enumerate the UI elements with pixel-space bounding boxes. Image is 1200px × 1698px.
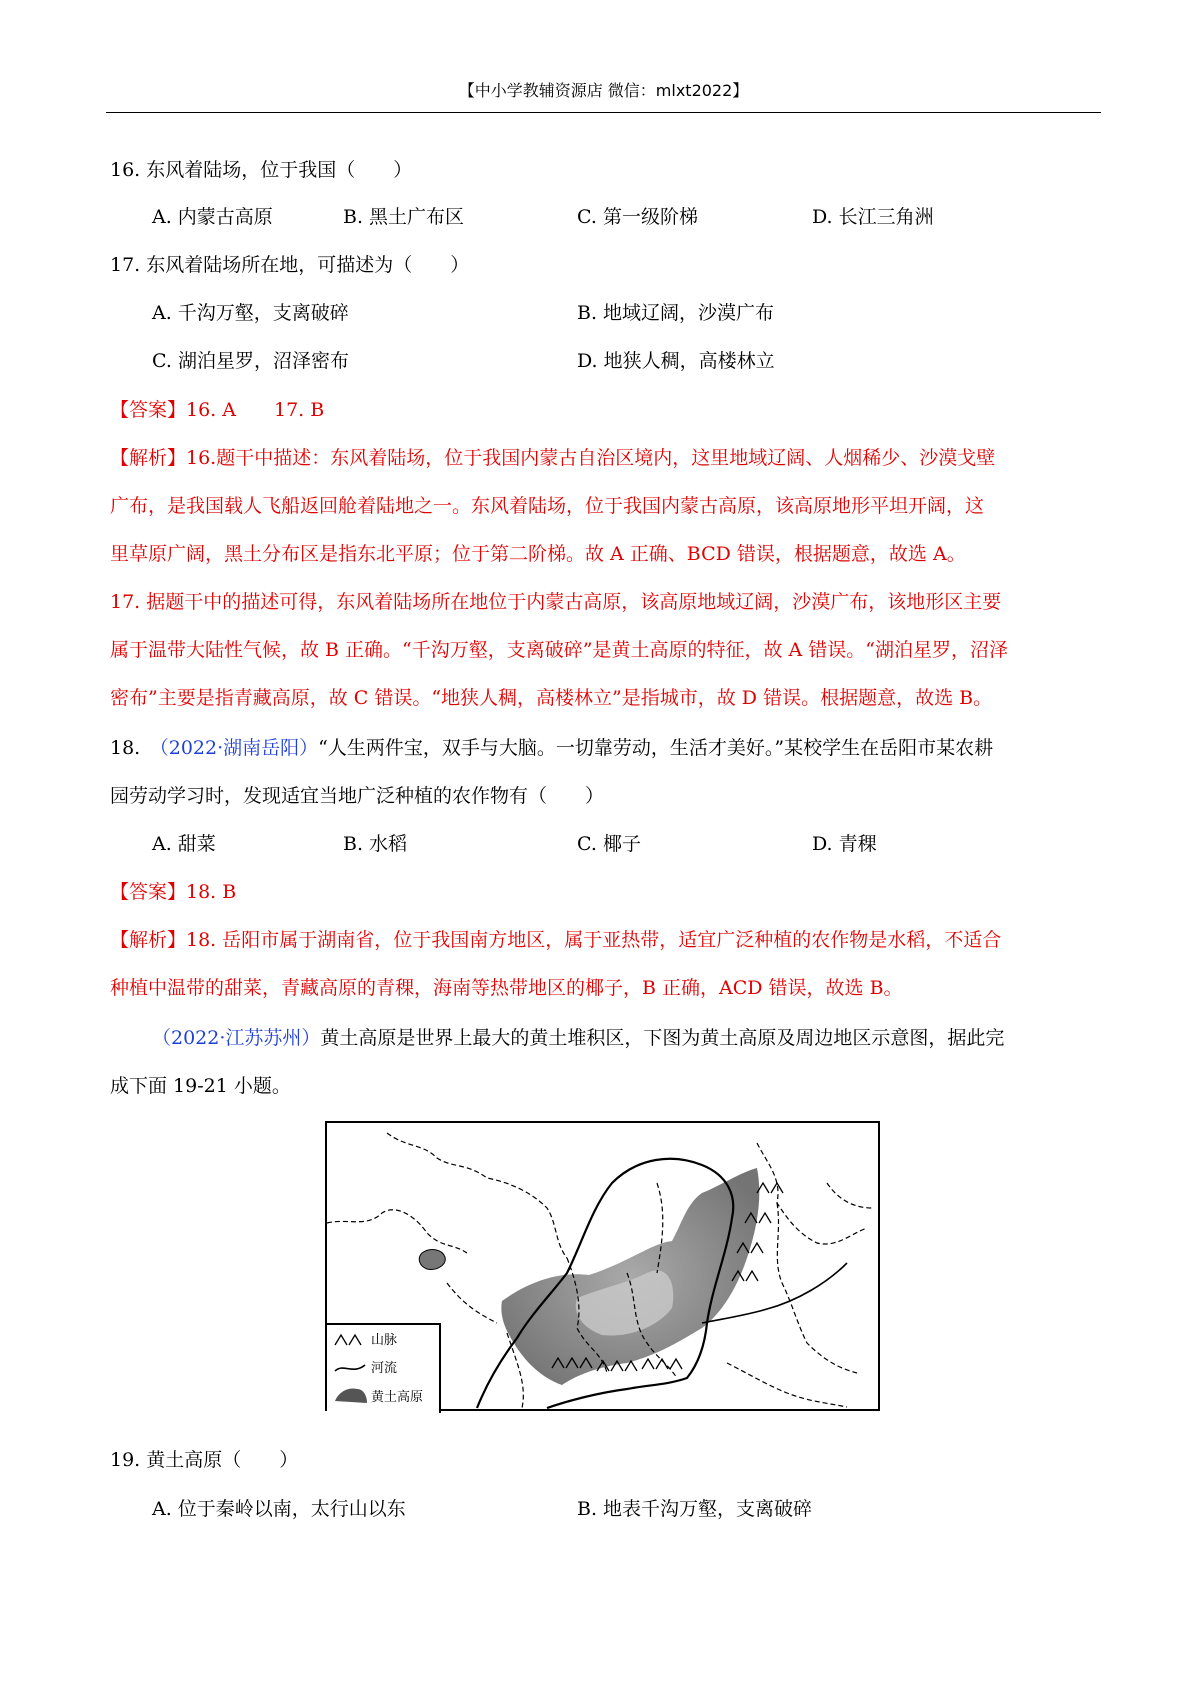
explanation-16-line2: 广布，是我国载人飞船返回舱着陆地之一。东风着陆场，位于我国内蒙古高原，该高原地形平坦开阔，这 <box>110 495 985 517</box>
legend-mountain-label: 山脉 <box>371 1333 398 1348</box>
page-header: 【中小学教辅资源店 微信：mlxt2022】 <box>458 81 749 100</box>
q16-option-b: B. 黑土广布区 <box>343 206 465 228</box>
map-legend <box>327 1323 441 1413</box>
q18-option-a: A. 甜菜 <box>152 833 216 855</box>
explanation-18-line2: 种植中温带的甜菜，青藏高原的青稞，海南等热带地区的椰子，B 正确，ACD 错误，故选 B。 <box>110 977 903 999</box>
answer-18: 【答案】18. B <box>110 881 237 903</box>
explanation-16-line3: 里草原广阔，黑土分布区是指东北平原；位于第二阶梯。故 A 正确、BCD 错误，根据题意，故选 A。 <box>110 543 966 565</box>
q19-stem: 19. 黄土高原（ ） <box>110 1449 299 1471</box>
q18-option-b: B. 水稻 <box>343 833 408 855</box>
explanation-17-line1: 17. 据题干中的描述可得，东风着陆场所在地位于内蒙古高原，该高原地域辽阔，沙漠广布，该地形区主要 <box>110 591 1002 613</box>
q18-number: 18. <box>110 737 141 759</box>
loess-plateau-area <box>501 1168 759 1385</box>
loess-plateau-map <box>325 1121 880 1411</box>
q18-source: （2022·湖南岳阳） <box>159 737 319 759</box>
lake <box>419 1250 445 1270</box>
q18-option-c: C. 椰子 <box>577 833 641 855</box>
q16-option-d: D. 长江三角洲 <box>812 206 934 228</box>
q18-line1 <box>110 735 993 761</box>
explanation-16-line1: 【解析】16.题干中描述：东风着陆场，位于我国内蒙古自治区境内，这里地域辽阔、人烟稀少、沙漠戈壁 <box>110 447 996 469</box>
legend-river-icon <box>335 1365 365 1371</box>
legend-mountain-icon <box>335 1335 361 1345</box>
q19-option-b: B. 地表千沟万壑，支离破碎 <box>577 1498 813 1520</box>
q18-option-d: D. 青稞 <box>812 833 877 855</box>
q18-stem-line1: “人生两件宝，双手与大脑。一切靠劳动，生活才美好。”某校学生在岳阳市某农耕 <box>318 737 994 759</box>
explanation-17-line2: 属于温带大陆性气候，故 B 正确。“千沟万壑，支离破碎”是黄土高原的特征，故 A 错误。“湖泊星罗，沼泽 <box>110 639 1008 661</box>
explanation-18-line1: 【解析】18. 岳阳市属于湖南省，位于我国南方地区，属于亚热带，适宜广泛种植的农作物是水稻，不适合 <box>110 929 1002 951</box>
q16-option-c: C. 第一级阶梯 <box>577 206 698 228</box>
header-divider <box>106 112 1101 113</box>
explanation-17-line3: 密布”主要是指青藏高原，故 C 错误。“地狭人稠，高楼林立”是指城市，故 D 错误。根据题意，故选 B。 <box>110 687 993 709</box>
intro-19-text: 黄土高原是世界上最大的黄土堆积区，下图为黄土高原及周边地区示意图，据此完 <box>320 1027 1005 1049</box>
intro-19-source: （2022·江苏苏州） <box>152 1027 321 1049</box>
q17-option-a: A. 千沟万壑，支离破碎 <box>152 302 349 324</box>
q16-stem: 16. 东风着陆场，位于我国（ ） <box>110 159 413 181</box>
legend-river-label: 河流 <box>371 1361 398 1376</box>
legend-plateau-icon <box>335 1389 367 1404</box>
intro-19-line1 <box>152 1025 1004 1051</box>
q18-stem-line2: 园劳动学习时，发现适宜当地广泛种植的农作物有（ ） <box>110 785 605 807</box>
legend-plateau-label: 黄土高原 <box>371 1390 424 1405</box>
q17-option-b: B. 地域辽阔，沙漠广布 <box>577 302 775 324</box>
q17-stem: 17. 东风着陆场所在地，可描述为（ ） <box>110 254 470 276</box>
q19-option-a: A. 位于秦岭以南，太行山以东 <box>152 1498 406 1520</box>
answer-16-17: 【答案】16. A 17. B <box>110 399 325 421</box>
q17-option-c: C. 湖泊星罗，沼泽密布 <box>152 350 349 372</box>
q17-option-d: D. 地狭人稠，高楼林立 <box>577 350 775 372</box>
legend-symbols <box>331 1327 371 1411</box>
intro-19-line2: 成下面 19-21 小题。 <box>110 1075 291 1097</box>
q16-option-a: A. 内蒙古高原 <box>152 206 273 228</box>
